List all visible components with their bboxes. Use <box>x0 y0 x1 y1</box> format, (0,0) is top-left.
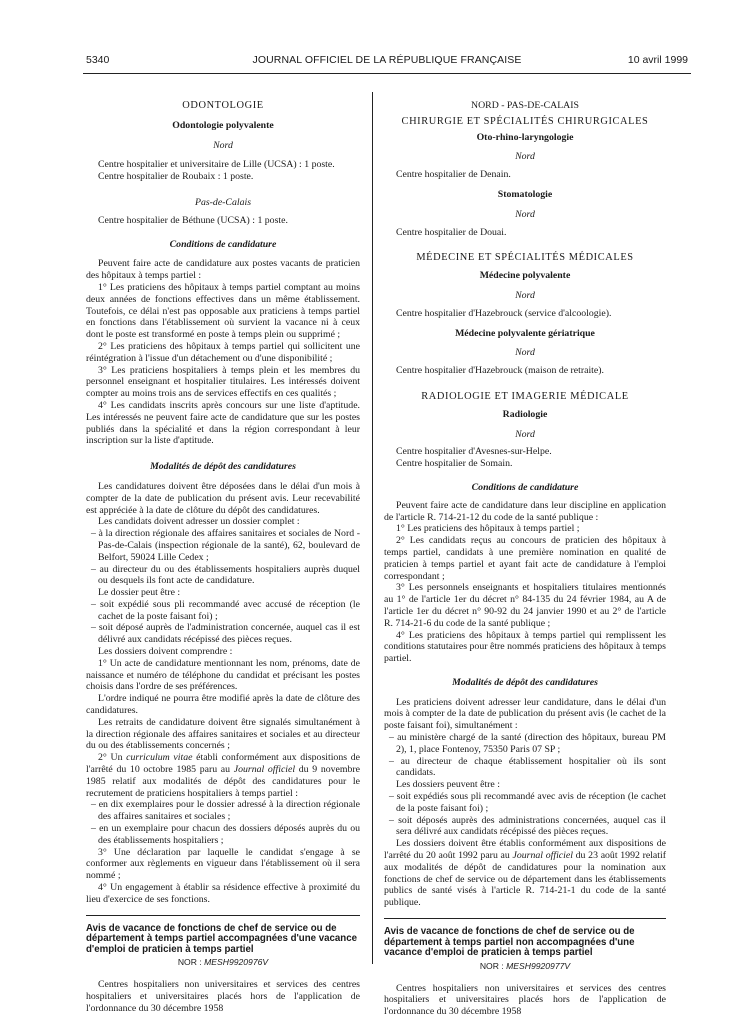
paragraph: Les praticiens doivent adresser leur candidature, dans le délai d'un mois à compter de la date de publication du présent avis (le cachet de la poste faisant foi), simultanément : <box>384 696 666 732</box>
paragraph: 4° Les candidats inscrits après concours sur une liste d'aptitude. Les intéressés ne peuvent faire acte de candidature que sur les postes publiés dans la spécialité et dans la région correspondant à leur inscription sur la liste d'aptitude. <box>86 399 360 447</box>
specialty-heading: Médecine polyvalente gériatrique <box>455 327 595 339</box>
paragraph: 4° Les praticiens des hôpitaux à temps partiel qui remplissent les conditions statutaires pour être nommés praticiens des hôpitaux à temps partiel. <box>384 629 666 665</box>
left-column <box>86 100 360 1015</box>
list-item: – en un exemplaire pour chacun des dossiers déposés auprès du ou des établissements hospitaliers ; <box>91 823 360 846</box>
paragraph: Peuvent faire acte de candidature aux postes vacants de praticien des hôpitaux à temps partiel : <box>86 258 360 282</box>
region-label: Nord <box>515 151 535 163</box>
notice-title: Avis de vacance de fonctions de chef de service ou de département à temps partiel non accompagnées d'une vacance d'emploi de praticien à temps partiel <box>384 926 635 959</box>
specialty-heading: Stomatologie <box>497 188 553 200</box>
nor-code: MESH9920976V <box>204 957 269 968</box>
paragraph: Les candidatures doivent être déposées dans le délai d'un mois à compter de la date de publication du présent avis. Leur recevabilité est appréciée à la date de clôture du dépôt des candidatures. <box>86 480 360 516</box>
text-run-italic: curriculum vitae <box>126 752 193 764</box>
text-run-italic: Journal officiel <box>512 850 573 862</box>
list-item: – au ministère chargé de la santé (direction des hôpitaux, bureau PM 2), 1, place Fontenoy, 75350 Paris 07 SP ; <box>389 732 666 755</box>
hospital-entry: Centre hospitalier de Somain. <box>396 458 513 470</box>
hospital-entry: Centre hospitalier d'Avesnes-sur-Helpe. <box>396 446 552 458</box>
paragraph: Les candidats doivent adresser un dossier complet : <box>98 516 300 528</box>
list-item: – au directeur de chaque établissement hospitalier où ils sont candidats. <box>389 755 666 779</box>
section-heading: ODONTOLOGIE <box>182 100 264 111</box>
text-run: du 9 novembre 1985 relatif aux modalités de dépôt des candidatures pour le recrutement de praticiens hospitaliers à temps partiel : <box>86 764 360 799</box>
paragraph: Les dossiers doivent comprendre : <box>98 646 233 658</box>
specialty-heading: Oto-rhino-laryngologie <box>476 131 574 143</box>
paragraph <box>384 838 666 909</box>
hospital-entry: Centre hospitalier d'Hazebrouck (maison de retraite). <box>396 365 604 377</box>
list-item: – soit déposé auprès de l'administration concernée, auquel cas il est délivré aux candidats récépissé des pièces reçues. <box>91 622 360 646</box>
nor-reference <box>384 961 666 973</box>
section-rule <box>384 918 666 919</box>
paragraph: 2° Les candidats reçus au concours de praticien des hôpitaux à temps partiel, candidats à une première nomination en qualité de praticien à temps partiel et ayant fait acte de candidature à l'emploi correspondant ; <box>384 535 666 582</box>
paragraph: Peuvent faire acte de candidature dans leur discipline en application de l'article R. 714-21-12 du code de la santé publique : <box>384 499 666 523</box>
hospital-entry: Centre hospitalier de Béthune (UCSA) : 1 poste. <box>98 214 288 226</box>
paragraph: Le dossier peut être : <box>98 587 181 599</box>
subsection-heading: Modalités de dépôt des candidatures <box>452 676 598 688</box>
region-label: Nord <box>515 208 535 220</box>
paragraph: 2° Les praticiens des hôpitaux à temps partiel qui sollicitent une réintégration à l'issue d'un détachement ou d'une disponibilité ; <box>86 340 360 364</box>
paragraph: Les dossiers peuvent être : <box>396 779 500 791</box>
paragraph: 1° Les praticiens des hôpitaux à temps partiel comptant au moins deux années de fonctions effectives dans un même établissement. Toutefois, ce délai n'est pas opposable aux praticiens à temps partiel en fonctions dans l'établissement où survient la vacance ni à ceux dont le poste est transformé en poste à temps plein ou supprimé ; <box>86 281 360 341</box>
region-label: Nord <box>515 428 535 440</box>
paragraph: 3° Les praticiens hospitaliers à temps plein et les membres du personnel enseignant et hospitalier titulaires. Les intéressés doivent compter au moins trois ans de services effectifs en ces qualités ; <box>86 364 360 400</box>
page-number: 5340 <box>86 54 110 66</box>
list-item: – en dix exemplaires pour le dossier adressé à la direction régionale des affaires sanitaires et sociales ; <box>91 799 360 823</box>
list-item: – au directeur du ou des établissements hospitaliers auprès duquel ou desquels ils font acte de candidature. <box>91 563 360 587</box>
specialty-heading: Odontologie polyvalente <box>172 119 274 131</box>
paragraph: Centres hospitaliers non universitaires et services des centres hospitaliers et universitaires placés hors de l'application de l'ordonnance du 30 décembre 1958 <box>384 982 666 1018</box>
right-column <box>384 100 666 1018</box>
nor-label: NOR : <box>479 960 507 971</box>
text-run: établi conformément aux dispositions de l'arrêté du 10 octobre 1985 paru au <box>86 752 360 776</box>
section-heading: MÉDECINE ET SPÉCIALITÉS MÉDICALES <box>416 252 634 264</box>
paragraph: L'ordre indiqué ne pourra être modifié après la date de clôture des candidatures. <box>86 693 360 717</box>
list-item: – soit expédiés sous pli recommandé avec avis de réception (le cachet de la poste faisant foi) ; <box>389 791 666 814</box>
header-rule <box>83 73 691 74</box>
hospital-entry: Centre hospitalier d'Hazebrouck (service d'alcoologie). <box>396 307 612 319</box>
paragraph <box>86 752 360 799</box>
page-header <box>86 54 688 68</box>
specialty-heading: Radiologie <box>502 408 548 420</box>
nor-reference <box>86 957 360 969</box>
text-run: Les dossiers doivent être établis conformément aux dispositions de l'arrêté du 20 août 1992 paru au <box>384 838 666 862</box>
specialty-heading: Médecine polyvalente <box>479 270 571 282</box>
text-run: 2° Un <box>98 752 127 764</box>
nor-code: MESH9920977V <box>506 960 571 971</box>
paragraph: 1° Les praticiens des hôpitaux à temps partiel ; <box>396 523 580 535</box>
notice-title: Avis de vacance de fonctions de chef de service ou de département à temps partiel accompagnées d'une vacance d'emploi de praticien à temps partiel <box>86 922 357 955</box>
hospital-entry: Centre hospitalier de Denain. <box>396 169 511 181</box>
region-heading: NORD - PAS-DE-CALAIS <box>471 100 579 111</box>
subsection-heading: Conditions de candidature <box>169 238 277 250</box>
text-run: du 23 août 1992 relatif aux modalités de dépôt de candidatures pour la nomination aux fonctions de chef de service ou de département dans les établissements publics de santé visés à l'article R. 714-21-1 du code de la santé publique. <box>384 850 666 909</box>
column-divider <box>372 92 373 964</box>
paragraph: Les retraits de candidature doivent être signalés simultanément à la direction régionale des affaires sanitaires et sociales et au directeur du ou des établissements concernés ; <box>86 716 360 752</box>
region-label: Nord <box>213 139 233 151</box>
paragraph: 1° Un acte de candidature mentionnant les nom, prénoms, date de naissance et numéro de téléphone du candidat et précisant les postes choisis dans l'ordre de ses préférences. <box>86 657 360 693</box>
region-label: Nord <box>515 347 535 359</box>
hospital-entry: Centre hospitalier et universitaire de Lille (UCSA) : 1 poste. <box>98 159 335 171</box>
paragraph: 4° Un engagement à établir sa résidence effective à proximité du lieu d'exercice de ses fonctions. <box>86 882 360 905</box>
region-label: Pas-de-Calais <box>194 196 252 208</box>
paragraph: 3° Les personnels enseignants et hospitaliers titulaires mentionnés au 1° de l'article 1er du décret n° 84-135 du 24 février 1984, au A de l'article 1er du décret n° 90-92 du 24 janvier 1990 et au 2° de l'article R. 714-21-6 du code de la santé publique ; <box>384 582 666 629</box>
subsection-heading: Modalités de dépôt des candidatures <box>150 461 296 473</box>
issue-date: 10 avril 1999 <box>627 54 688 66</box>
section-heading: CHIRURGIE ET SPÉCIALITÉS CHIRURGICALES <box>401 115 649 127</box>
section-rule <box>86 915 360 916</box>
list-item: – à la direction régionale des affaires sanitaires et sociales de Nord - Pas-de-Calais (inspection régionale de la santé), 62, boulevard de Belfort, 59024 Lille Cedex ; <box>91 528 360 563</box>
hospital-entry: Centre hospitalier de Douai. <box>396 226 507 238</box>
list-item: – soit expédié sous pli recommandé avec accusé de réception (le cachet de la poste faisant foi) ; <box>91 598 360 622</box>
section-heading: RADIOLOGIE ET IMAGERIE MÉDICALE <box>421 390 629 402</box>
paragraph: Centres hospitaliers non universitaires et services des centres hospitaliers et universitaires placés hors de l'application de l'ordonnance du 30 décembre 1958 <box>86 979 360 1014</box>
region-label: Nord <box>515 289 535 301</box>
hospital-entry: Centre hospitalier de Roubaix : 1 poste. <box>98 171 254 183</box>
journal-title: JOURNAL OFFICIEL DE LA RÉPUBLIQUE FRANÇAISE <box>252 54 522 66</box>
paragraph: 3° Une déclaration par laquelle le candidat s'engage à se conformer aux règlements en vigueur dans l'établissement où il sera nommé ; <box>86 846 360 882</box>
subsection-heading: Conditions de candidature <box>471 481 579 493</box>
nor-label: NOR : <box>177 957 205 968</box>
text-run-italic: Journal officiel <box>233 764 296 776</box>
list-item: – soit déposés auprès des administrations concernées, auquel cas il sera délivré aux candidats récépissé des pièces reçues. <box>389 814 666 838</box>
